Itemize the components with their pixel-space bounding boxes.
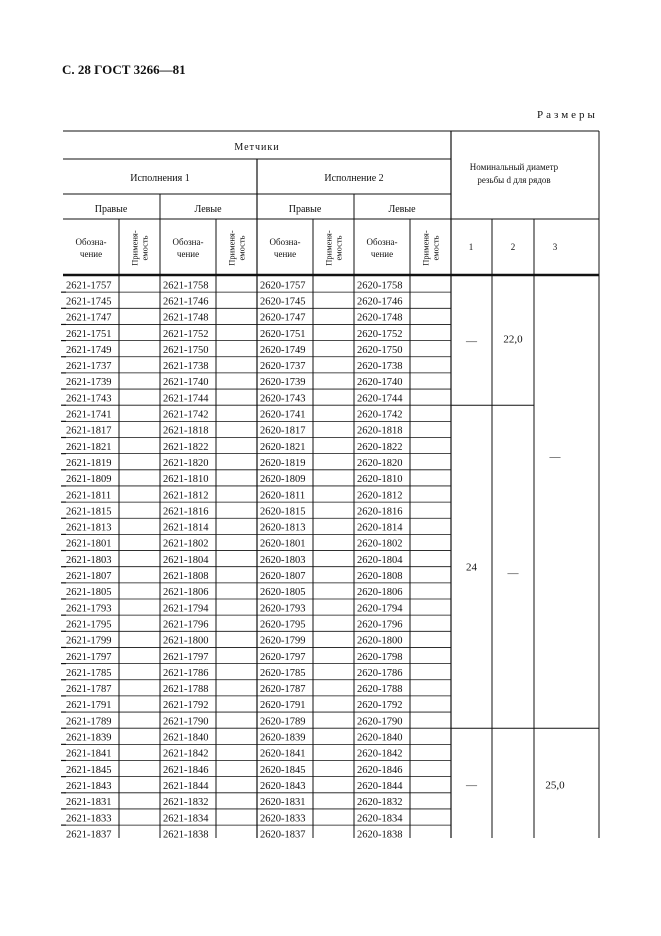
designation-cell: 2621-1746 (163, 296, 209, 308)
diameter-row1-value: — (466, 335, 477, 348)
designation-cell: 2620-1838 (357, 829, 403, 841)
designation-cell: 2620-1810 (357, 474, 403, 486)
designation-cell: 2620-1793 (260, 603, 306, 615)
designation-cell: 2621-1802 (163, 538, 209, 550)
designation-cell: 2621-1816 (163, 506, 209, 518)
designation-cell: 2620-1797 (260, 651, 306, 663)
designation-cell: 2620-1807 (260, 571, 306, 582)
designation-cell: 2621-1742 (163, 409, 209, 421)
designation-cell: 2621-1820 (163, 457, 209, 469)
designation-cell: 2620-1806 (357, 587, 403, 599)
left-header-v1: Левые (194, 204, 222, 215)
designation-cell: 2621-1808 (163, 571, 209, 582)
designation-cell: 2621-1801 (66, 538, 112, 550)
designation-cell: 2620-1833 (260, 813, 306, 825)
designation-cell: 2620-1757 (260, 280, 306, 292)
row-number-3: 3 (552, 242, 558, 252)
designation-cell: 2621-1737 (66, 361, 112, 373)
designation-cell: 2620-1787 (260, 684, 306, 696)
designation-cell: 2620-1795 (260, 619, 306, 631)
designation-cell: 2620-1785 (260, 667, 306, 679)
designation-cell: 2621-1788 (163, 684, 209, 696)
designation-cell: 2621-1818 (163, 425, 209, 437)
designation-cell: 2620-1752 (357, 328, 403, 340)
designation-cell: 2621-1786 (163, 667, 209, 679)
designation-cell: 2621-1817 (66, 425, 112, 437)
table-body (66, 280, 403, 840)
designation-cell: 2620-1811 (260, 490, 306, 502)
designation-cell: 2621-1758 (163, 280, 209, 292)
designation-cell: 2621-1805 (66, 587, 112, 599)
designation-cell: 2621-1799 (66, 635, 112, 647)
designation-cell: 2621-1832 (163, 797, 209, 809)
designation-cell: 2621-1745 (66, 296, 112, 308)
designation-cell: 2621-1821 (66, 441, 112, 453)
designation-cell: 2621-1796 (163, 619, 209, 631)
designation-cell: 2620-1748 (357, 312, 403, 324)
designation-cell: 2620-1846 (357, 764, 403, 776)
diameter-values (465, 334, 565, 792)
diameter-row1-value: 24 (466, 561, 477, 574)
right-header-v1: Правые (94, 204, 128, 215)
designation-cell: 2621-1807 (66, 571, 112, 582)
designation-cell: 2620-1790 (357, 716, 403, 728)
designation-cell: 2621-1822 (163, 441, 209, 453)
designation-cell: 2621-1846 (163, 764, 209, 776)
designation-cell: 2621-1839 (66, 732, 112, 744)
designation-cell: 2621-1840 (163, 732, 209, 744)
designation-cell: 2621-1806 (163, 587, 209, 599)
designation-cell: 2620-1813 (260, 522, 306, 534)
designation-cell: 2621-1797 (66, 651, 112, 663)
designation-cell: 2620-1816 (357, 506, 403, 518)
group-title-taps: Метчики (234, 142, 280, 153)
designation-cell: 2620-1788 (357, 684, 403, 696)
applicability-header: емость (430, 235, 441, 261)
designation-cell: 2621-1757 (66, 280, 112, 292)
designation-cell: 2620-1800 (357, 635, 403, 647)
designation-cell: 2620-1739 (260, 377, 306, 389)
designation-cell: 2621-1740 (163, 377, 209, 389)
applicability-header: емость (333, 235, 344, 261)
row-number-2: 2 (510, 242, 516, 252)
designation-header: чение (176, 249, 200, 259)
applicability-header: Применя- (226, 230, 237, 266)
designation-cell: 2621-1819 (66, 457, 112, 469)
designation-cell: 2620-1798 (357, 651, 403, 663)
designation-cell: 2620-1737 (260, 361, 306, 373)
designation-cell: 2620-1758 (357, 280, 403, 292)
designation-cell: 2621-1803 (66, 554, 112, 566)
designation-cell: 2621-1797 (163, 651, 209, 663)
designation-cell: 2620-1801 (260, 538, 306, 550)
designation-cell: 2620-1819 (260, 457, 306, 469)
designation-header: Обозна- (269, 237, 301, 247)
designation-header: Обозна- (172, 237, 204, 247)
designation-cell: 2620-1822 (357, 441, 403, 453)
applicability-header: емость (236, 235, 247, 261)
designation-cell: 2620-1831 (260, 797, 306, 809)
designation-cell: 2620-1750 (357, 344, 403, 356)
designation-cell: 2621-1815 (66, 506, 112, 518)
diameter-row3-value: 25,0 (545, 779, 565, 792)
applicability-header: Применя- (420, 230, 431, 266)
diameter-row2-value: 22,0 (503, 333, 523, 346)
designation-cell: 2621-1791 (66, 700, 112, 712)
designation-cell: 2621-1752 (163, 328, 209, 340)
designation-cell: 2621-1837 (66, 829, 112, 841)
variant2-header: Исполнение 2 (324, 173, 384, 184)
designation-cell: 2621-1785 (66, 667, 112, 679)
designation-cell: 2620-1814 (357, 522, 403, 534)
designation-cell: 2620-1840 (357, 732, 403, 744)
designation-cell: 2620-1808 (357, 571, 403, 582)
designation-cell: 2620-1744 (357, 393, 403, 405)
applicability-header: Применя- (323, 230, 334, 266)
designation-cell: 2621-1843 (66, 780, 112, 792)
designation-cell: 2621-1812 (163, 490, 209, 502)
designation-cell: 2620-1815 (260, 506, 306, 518)
designation-cell: 2620-1839 (260, 732, 306, 744)
designation-cell: 2621-1838 (163, 829, 209, 841)
designation-cell: 2620-1817 (260, 425, 306, 437)
designation-cell: 2621-1741 (66, 409, 112, 421)
designation-cell: 2620-1741 (260, 409, 306, 421)
designation-cell: 2621-1747 (66, 312, 112, 324)
designation-cell: 2620-1749 (260, 344, 306, 356)
designation-cell: 2620-1805 (260, 587, 306, 599)
designation-cell: 2620-1742 (357, 409, 403, 421)
designation-cell: 2620-1791 (260, 700, 306, 712)
applicability-header: емость (139, 235, 150, 261)
designation-cell: 2621-1792 (163, 700, 209, 712)
designation-cell: 2620-1804 (357, 554, 403, 566)
designation-cell: 2621-1749 (66, 344, 112, 356)
designation-cell: 2620-1843 (260, 780, 306, 792)
designation-cell: 2621-1790 (163, 716, 209, 728)
designation-cell: 2621-1793 (66, 603, 112, 615)
designation-cell: 2621-1789 (66, 716, 112, 728)
designation-cell: 2620-1738 (357, 361, 403, 373)
designation-header: чение (79, 249, 103, 259)
designation-cell: 2620-1740 (357, 377, 403, 389)
designation-cell: 2621-1750 (163, 344, 209, 356)
designation-cell: 2621-1744 (163, 393, 209, 405)
units-label: Размеры (537, 109, 598, 121)
designation-cell: 2621-1787 (66, 684, 112, 696)
designation-cell: 2620-1821 (260, 441, 306, 453)
designation-cell: 2620-1809 (260, 474, 306, 486)
designation-cell: 2621-1811 (66, 490, 112, 502)
designation-cell: 2620-1841 (260, 748, 306, 760)
column-subheaders (76, 230, 441, 266)
designation-cell: 2620-1747 (260, 312, 306, 324)
page-header: С. 28 ГОСТ 3266—81 (62, 62, 186, 77)
designation-cell: 2621-1833 (66, 813, 112, 825)
designation-cell: 2620-1812 (357, 490, 403, 502)
diameter-header-line2: резьбы d для рядов (477, 175, 551, 185)
designation-cell: 2621-1743 (66, 393, 112, 405)
designation-header: чение (370, 249, 394, 259)
designation-cell: 2620-1803 (260, 554, 306, 566)
designation-cell: 2620-1743 (260, 393, 306, 405)
designation-cell: 2620-1789 (260, 716, 306, 728)
designation-header: Обозна- (366, 237, 398, 247)
designation-cell: 2621-1748 (163, 312, 209, 324)
left-header-v2: Левые (388, 204, 416, 215)
designation-cell: 2620-1794 (357, 603, 403, 615)
designation-cell: 2621-1813 (66, 522, 112, 534)
designation-cell: 2620-1799 (260, 635, 306, 647)
designation-cell: 2620-1844 (357, 780, 403, 792)
designation-cell: 2620-1845 (260, 764, 306, 776)
designation-cell: 2621-1814 (163, 522, 209, 534)
designation-cell: 2620-1745 (260, 296, 306, 308)
designation-cell: 2621-1738 (163, 361, 209, 373)
variant1-header: Исполнения 1 (130, 173, 190, 184)
designation-cell: 2621-1841 (66, 748, 112, 760)
designation-cell: 2620-1820 (357, 457, 403, 469)
designation-cell: 2621-1751 (66, 328, 112, 340)
designation-cell: 2620-1834 (357, 813, 403, 825)
designation-cell: 2620-1746 (357, 296, 403, 308)
designation-cell: 2621-1794 (163, 603, 209, 615)
designation-cell: 2620-1786 (357, 667, 403, 679)
designation-cell: 2621-1810 (163, 474, 209, 486)
designation-cell: 2621-1809 (66, 474, 112, 486)
diameter-row1-value: — (466, 779, 477, 792)
designation-cell: 2620-1802 (357, 538, 403, 550)
designation-cell: 2621-1845 (66, 764, 112, 776)
applicability-header: Применя- (129, 230, 140, 266)
designation-cell: 2621-1800 (163, 635, 209, 647)
designation-cell: 2621-1795 (66, 619, 112, 631)
designation-cell: 2621-1834 (163, 813, 209, 825)
designation-cell: 2620-1796 (357, 619, 403, 631)
diameter-row2-value: — (507, 567, 519, 580)
designation-cell: 2620-1818 (357, 425, 403, 437)
designation-cell: 2620-1837 (260, 829, 306, 841)
designation-header: чение (273, 249, 297, 259)
designation-cell: 2621-1804 (163, 554, 209, 566)
designation-cell: 2620-1792 (357, 700, 403, 712)
designation-cell: 2620-1842 (357, 748, 403, 760)
designation-cell: 2621-1739 (66, 377, 112, 389)
designation-cell: 2620-1751 (260, 328, 306, 340)
designation-header: Обозна- (75, 237, 107, 247)
diameter-row3-value: — (549, 451, 561, 463)
designation-cell: 2620-1832 (357, 797, 403, 809)
row-number-1: 1 (468, 242, 474, 252)
designation-cell: 2621-1831 (66, 797, 112, 809)
designation-cell: 2621-1844 (163, 780, 209, 792)
diameter-header-line1: Номинальный диаметр (469, 162, 559, 172)
right-header-v2: Правые (288, 204, 322, 215)
designation-cell: 2621-1842 (163, 748, 209, 760)
